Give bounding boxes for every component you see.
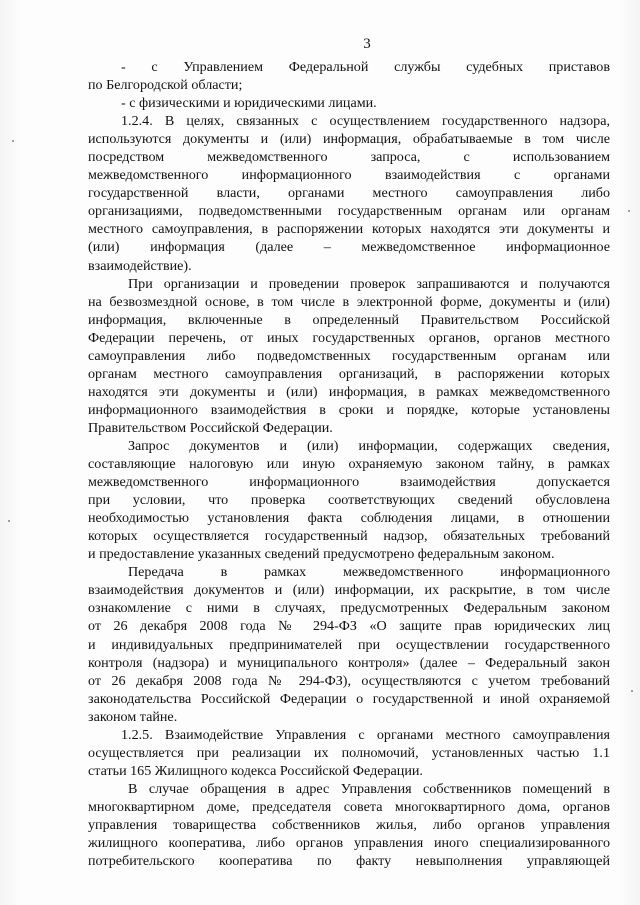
text-line: и индивидуальных предпринимателей при осуществлении государственного [88,636,610,653]
text-line: местного самоуправления, в распоряжении которых находятся эти документы и [88,221,610,238]
text-line: которых осуществляется государственный надзор, обязательных требований [88,528,610,545]
paragraph-p3 [88,112,610,274]
text-line: при условии, что проверка соответствующих сведений обусловлена [88,492,610,509]
text-line: В случае обращения в адрес Управления собственников помещений в [128,780,610,797]
text-line: 1.2.5. Взаимодействие Управления с органами местного самоуправления [121,726,610,743]
scan-shadow-right [618,0,640,905]
text-line: организациями, подведомственными государственным органам или органам [88,203,610,220]
text-line: информация, включенные в определенный Правительством Российской [88,311,610,328]
text-line: взаимодействия документов и (или) информации, их раскрытие, в том числе [88,582,610,599]
scan-shadow-left [0,0,22,905]
text-line: органам местного самоуправления организаций, в распоряжении которых [88,365,610,382]
scan-speck [12,140,14,142]
text-line: Правительством Российской Федерации. [88,419,333,436]
scan-speck [631,690,633,692]
text-line: законодательства Российской Федерации о государственной и иной охраняемой [88,690,610,707]
text-line: от 26 декабря 2008 года № 294-ФЗ «О защите прав юридических лиц [88,618,610,635]
text-line: взаимодействие). [88,257,192,274]
text-line: статьи 165 Жилищного кодекса Российской Федерации. [88,762,423,779]
page-number: 3 [363,36,371,52]
text-line: на безвозмездной основе, в том числе в электронной форме, документы и (или) [88,293,610,310]
paragraph-p5 [88,437,610,563]
text-line: многоквартирном доме, председателя совета многоквартирного дома, органов [88,798,610,815]
paragraph-p1 [88,58,610,94]
text-line: Запрос документов и (или) информации, содержащих сведения, [128,437,610,454]
text-line: от 26 декабря 2008 года № 294-ФЗ), осуществляются с учетом требований [88,672,610,689]
text-line: 1.2.4. В целях, связанных с осуществлением государственного надзора, [121,113,610,130]
text-line: межведомственного информационного взаимодействия с органами [88,167,610,184]
text-line: осуществляется при реализации их полномочий, установленных частью 1.1 [88,744,610,761]
paragraph-p2 [88,94,610,112]
paragraph-p7 [88,726,610,780]
text-line: - с физическими и юридическими лицами. [121,95,377,112]
text-line: находятся эти документы и (или) информация, в рамках межведомственного [88,383,610,400]
document-body [88,58,610,870]
text-line: используются документы и (или) информация, обрабатываемые в том числе [88,131,610,148]
text-line: - с Управлением Федеральной службы судебных приставов [121,59,610,75]
paragraph-p4 [88,275,610,437]
text-line: При организации и проведении проверок запрашиваются и получаются [128,275,610,292]
text-line: (или) информация (далее – межведомственное информационное [88,239,610,256]
text-line: Федерации перечень, от иных государственных органов, органов местного [88,329,610,346]
text-line: потребительского кооператива по факту невыполнения управляющей [88,853,610,870]
text-line: ознакомление с ними в случаях, предусмотренных Федеральным законом [88,600,610,617]
paragraph-p6 [88,563,610,725]
text-line: контроля (надзора) и муниципального контроля» (далее – Федеральный закон [88,654,610,671]
text-line: посредством межведомственного запроса, с использованием [88,149,610,166]
text-line: управления товарищества собственников жилья, либо органов управления [88,816,610,833]
paragraph-p8 [88,780,610,870]
text-line: информационного взаимодействия в сроки и порядке, которые установлены [88,401,610,418]
text-line: необходимостью установления факта соблюдения лицами, в отношении [88,510,610,527]
text-line: законом тайне. [88,708,178,725]
text-line: и предоставление указанных сведений предусмотрено федеральным законом. [88,546,555,563]
text-line: государственной власти, органами местного самоуправления либо [88,185,610,202]
scan-speck [628,210,630,212]
scan-speck [8,520,10,522]
text-line: Передача в рамках межведомственного информационного [128,564,610,581]
text-line: составляющие налоговую или иную охраняемую законом тайну, в рамках [88,456,610,473]
text-line: по Белгородской области; [88,77,243,94]
text-line: самоуправления либо подведомственных государственным органам или [88,347,610,364]
text-line: жилищного кооператива, либо органов управления иного специализированного [88,835,610,852]
text-line: межведомственного информационного взаимодействия допускается [88,474,610,491]
